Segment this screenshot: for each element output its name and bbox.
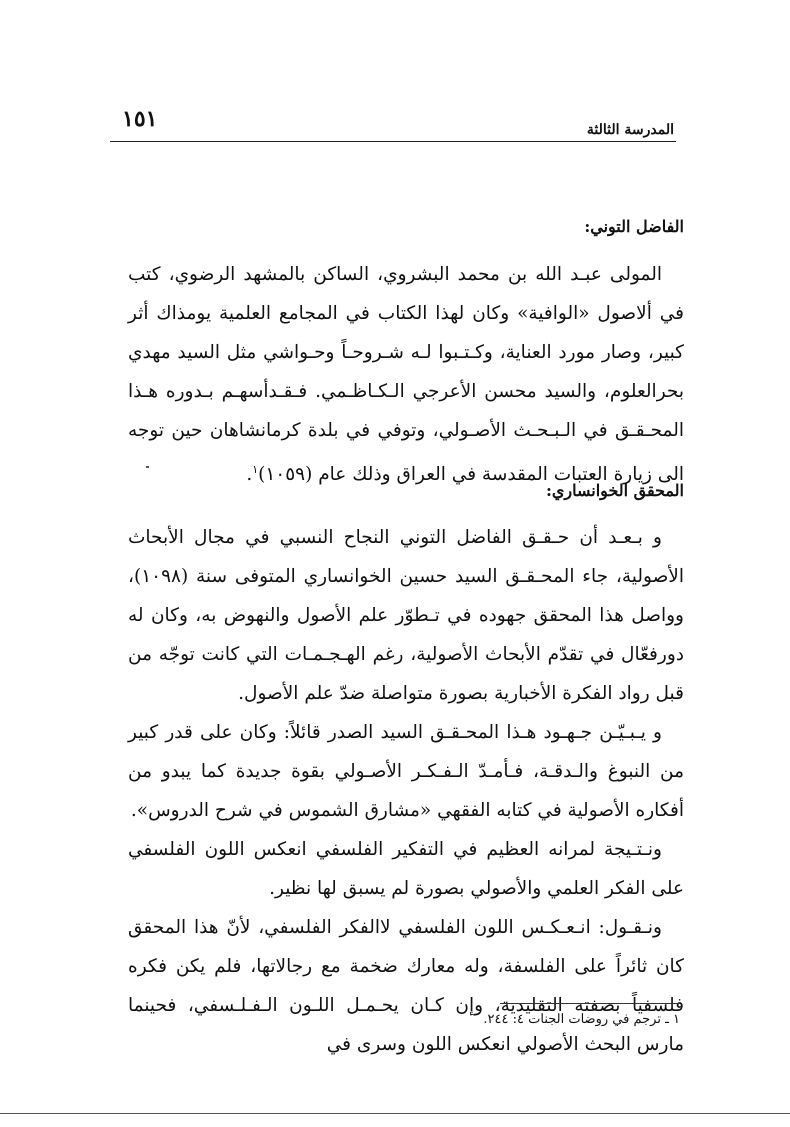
paragraph: ونـقـول: انـعـكـس اللون الفلسفي لاالفكر الفلسفي، لأنّ هذا المحقق كان ثائراً على الفلسفة، وله معارك ضخمة مع رجالاتها، فلم يكن فكره فلسفياً بصفته التقليدية، وإن كـان يحـمـل اللـون الـفـلـسفي، فحينما مارس البحث الأصولي انعكس اللون وسرى في — [128, 917, 684, 1055]
paragraph: و يـبـيّـن جـهـود هـذا المحـقـق السيد الصدر قائلاً: وكان على قدر كبير من النبوغ والـدقـة، فـأمـدّ الـفـكـر الأصـولي بقوة جديدة كما يبدو من أفكاره الأصولية في كتابه الفقهي «مشارق الشموس في شرح الدروس». — [128, 722, 684, 821]
paragraph: المولى عبـد الله بن محمد البشروي، الساكن بالمشهد الرضوي، كتب في ألاصول «الوافية» وكان لهذا الكتاب في المجامع العلمية يومذاك أثر كبير، وصار مورد العناية، وكـتـبوا لـه شـروحـاً وحـواشي مثل السيد مهدي بحرالعلوم، والسيد محسن الأعرجي الـكـاظـمي. فـقـدأسهـم بـدوره هـذا المحـقـق في الـبـحـث الأصـولي، وتوفي في بلدة كرمانشاهان حين توجه الى زيارة العتبات المقدسة في العراق وذلك عام (١٠٥٩)$^١$. — [128, 264, 684, 486]
footnote-rule — [500, 1003, 680, 1004]
section-heading-khwansari: المحقق الخوانساري: — [545, 481, 684, 500]
header-rule — [110, 141, 676, 142]
section-body-tuni — [128, 255, 684, 494]
section-heading-tuni: الفاضل التوني: — [584, 217, 684, 236]
footnote: ١ ـ ترجم في روضات الجنات ٤: ٢٤٤. — [483, 1012, 680, 1027]
paragraph: و بـعـد أن حـقـق الفاضل التوني النجاح النسبي في مجال الأبحاث الأصولية، جاء المحـقـق السيد حسين الخوانساري المتوفى سنة (١٠٩٨)، وواصل هذا المحقق جهوده في تـطوّر علم الأصول والنهوض به، وكان له دورفعّال في تقدّم الأبحاث الأصولية، رغم الهـجـمـات التي كانت توجّه من قبل رواد الفكرة الأخبارية بصورة متواصلة ضدّ علم الأصول. — [128, 527, 684, 704]
page-number: ١٥١ — [122, 106, 158, 132]
running-head: المدرسة الثالثة — [586, 122, 674, 138]
scan-speck — [146, 466, 149, 468]
paragraph: ونـتـيجة لمرانه العظيم في التفكير الفلسفي انعكس اللون الفلسفي على الفكر العلمي والأصولي بصورة لم يسبق لها نظير. — [128, 839, 684, 899]
footnote-marker: ١ — [252, 463, 259, 476]
page-header — [118, 102, 674, 142]
scan-edge-line — [0, 1113, 790, 1114]
section-body-khwansari — [128, 518, 684, 1064]
